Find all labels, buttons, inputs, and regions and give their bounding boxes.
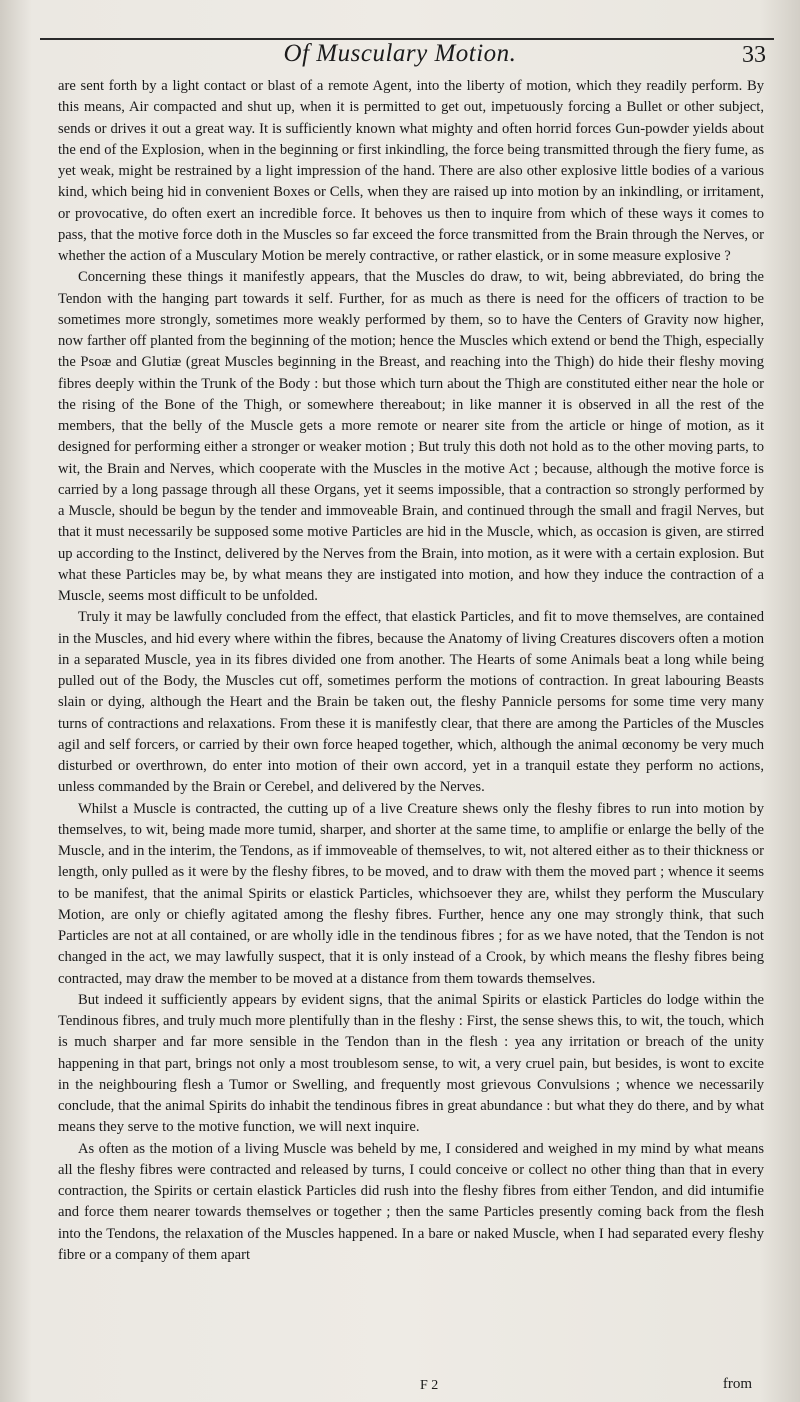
body-text	[58, 76, 764, 1266]
catchword: from	[722, 1376, 752, 1392]
paragraph-4: Whilst a Muscle is contracted, the cutting up of a live Creature shews only the fleshy fibres to run into motion by themselves, to wit, being made more tumid, sharper, and shorter at the same time, to amplifie or enlarge the belly of the Muscle, and in the interim, the Tendons, as if immoveable of themselves, to wit, not altered either as to their thickness or length, only pulled as it were by the fleshy fibres, to be moved, and to draw with them the moved part ; whence it seems to be manifest, that the animal Spirits or elastick Particles, whichsoever they are, whilst they perform the Musculary Motion, are only or chiefly agitated among the fleshy fibres. Further, hence any one may strongly think, that such Particles are not at all contained, or are wholly idle in the tendinous fibres ; for as we have noted, that the Tendon is not changed in the act, we may lawfully suspect, that it is only instead of a Crook, by which means the fleshy fibres being contracted, may draw the member to be moved at a distance from them towards themselves.	[58, 800, 764, 987]
paragraph-5: But indeed it sufficiently appears by evident signs, that the animal Spirits or elastick Particles do lodge within the Tendinous fibres, and truly much more plentifully than in the fleshy : First, the sense shews this, to wit, the touch, which is much sharper and far more sensible in the Tendon than in the flesh : yea any irritation or breach of the unity happening in that part, brings not only a most troublesom sense, to wit, a very cruel pain, but besides, is wont to excite in the neighbouring flesh a Tumor or Swelling, and frequently most grievous Convulsions ; whence we necessarily conclude, that the animal Spirits do inhabit the tendinous fibres in great abundance : but what they do there, and by what means they serve to the motive function, we will next inquire.	[58, 991, 764, 1136]
paragraph-1: are sent forth by a light contact or blast of a remote Agent, into the liberty of motion, which they readily perform. By this means, Air compacted and shut up, when it is permitted to get out, impetuously forcing a Bullet or other subject, sends or drives it out a great way. It is sufficiently known what mighty and often horrid forces Gun-powder yields about the end of the Explosion, when in the beginning or first inkindling, the force being transmitted through the fiery fume, as yet weak, might be restrained by a light impression of the hand. There are also other explosive little bodies of a various kind, which being hid in convenient Boxes or Cells, when they are raised up into motion by an inkindling, or irritament, or provocative, do often exert an incredible force. It behoves us then to inquire from which of these ways it comes to pass, that the motive force doth in the Muscles so far exceed the force transmitted from the Brain through the Nerves, or whether the action of a Musculary Motion be merely contractive, or rather elastick, or in some measure explosive ?	[58, 78, 764, 264]
signature-mark: F 2	[420, 1378, 439, 1393]
page-number: 33	[742, 42, 766, 68]
paragraph-6: As often as the motion of a living Muscle was beheld by me, I considered and weighed in my mind by what means all the fleshy fibres were contracted and released by turns, I could conceive or collect no other thing than that in every contraction, the Spirits or certain elastick Particles did rush into the fleshy fibres from either Tendon, and did intumifie and force them nearer towards themselves or together ; then the same Particles presently coming back from the flesh into the Tendons, the relaxation of the Muscles happened. In a bare or naked Muscle, when I had separated every fleshy fibre or a company of them apart	[58, 1140, 764, 1263]
paragraph-2: Concerning these things it manifestly appears, that the Muscles do draw, to wit, being abbreviated, do bring the Tendon with the hanging part towards it self. Further, for as much as there is need for the officers of traction to be sometimes more strongly, sometimes more weakly performed by them, so to have the Centers of Gravity now higher, now farther off planted from the beginning of the motion; hence the Muscles which extend or bend the Thigh, especially the Psoæ and Glutiæ (great Muscles beginning in the Breast, and reaching into the Thigh) do hide their fleshy moving fibres deeply within the Trunk of the Body : but those which turn about the Thigh are constituted either near the hole or the rising of the Bone of the Thigh, or somewhere thereabout; in like manner it is observed in all the rest of the members, that the belly of the Muscle gets a more remote or nearer site from the article or hinge of motion, as it designed for performing either a stronger or weaker motion ; But truly this doth not hold as to the other moving parts, to wit, the Brain and Nerves, which cooperate with the Muscles in the motive Act ; because, although the motive force is carried by a long passage through all these Organs, yet it seems impossible, that a contraction so strongly performed by a Muscle, should be begun by the tender and immoveable Brain, and continued through the small and fragil Nerves, but that it must necessarily be supposed some motive Particles are hid in the Muscle, which, as occasion is given, are stirred up according to the Instinct, delivered by the Nerves from the Brain, into motion, as it were with a certain explosion. But what these Particles may be, by what means they are instigated into motion, and how they induce the contraction of a Muscle, seems most difficult to be unfolded.	[58, 269, 764, 604]
running-head: Of Musculary Motion.	[283, 40, 517, 67]
paragraph-3: Truly it may be lawfully concluded from the effect, that elastick Particles, and fit to move themselves, are contained in the Muscles, and hid every where within the fibres, because the Anatomy of living Creatures discovers often a motion in a separated Muscle, yea in its fibres divided one from another. The Hearts of some Animals beat a long while being pulled out of the Body, the Muscles cut off, sometimes perform the motions of contraction. In great labouring Beasts slain or dying, although the Heart and the Brain be taken out, the fleshy Pannicle persoms for some time very many turns of contractions and relaxations. From these it is manifestly clear, that there are among the Particles of the Muscles agil and self forcers, or carried by their own force heaped together, which, although the animal œconomy be very much disturbed or overthrown, do enter into motion of their own accord, yet in a tranquil estate they perform no actions, unless commanded by the Brain or Cerebel, and delivered by the Nerves.	[58, 609, 764, 796]
